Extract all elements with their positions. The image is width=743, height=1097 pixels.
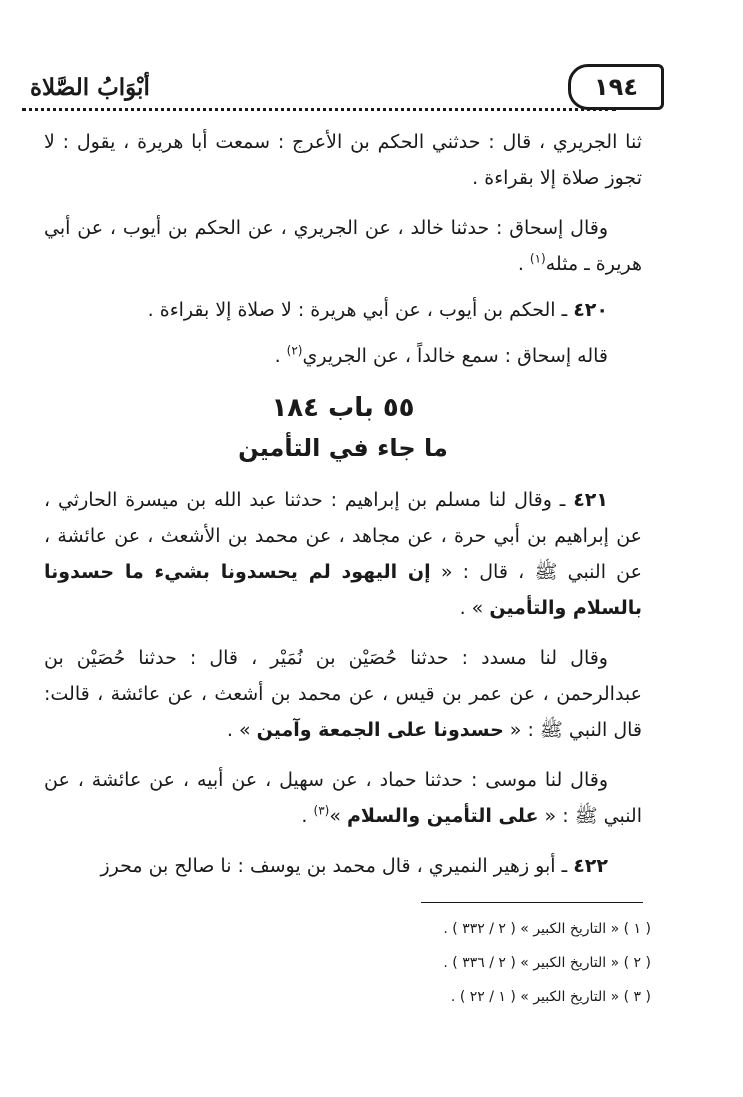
hadith-421-quote: إن اليهود لم يحسدونا بشيء ما حسدونا بالسلام والتأمين bbox=[44, 561, 642, 619]
chain-3-quote: على التأمين والسلام bbox=[347, 805, 539, 827]
paragraph-2-text: وقال إسحاق : حدثنا خالد ، عن الجريري ، عن الحكم بن أيوب ، عن أبي هريرة ـ مثله bbox=[44, 217, 642, 275]
hadith-number: ٤٢٠ bbox=[573, 299, 608, 321]
hadith-422-text: ـ أبو زهير النميري ، قال محمد بن يوسف : نا صالح بن محرز bbox=[100, 855, 574, 877]
hadith-421-text: ـ وقال لنا مسلم بن إبراهيم : حدثنا عبد الله بن ميسرة الحارثي ، عن إبراهيم بن أبي حرة ، عن مجاهد ، عن محمد بن الأشعث ، عن عائشة ، عن النبي ﷺ ، قال : « bbox=[44, 489, 642, 583]
footnote-2: ( ٢ ) « التاريخ الكبير » ( ٢ / ٣٣٦ ) . bbox=[443, 955, 651, 971]
hadith-number: ٤٢١ bbox=[573, 489, 608, 511]
footnote-divider bbox=[421, 902, 643, 903]
footnote-3: ( ٣ ) « التاريخ الكبير » ( ١ / ٢٢ ) . bbox=[450, 989, 651, 1005]
header-divider bbox=[22, 108, 616, 111]
hadith-420 bbox=[44, 292, 642, 328]
footnote-1: ( ١ ) « التاريخ الكبير » ( ٢ / ٣٣٢ ) . bbox=[443, 921, 651, 937]
paragraph-4: قاله إسحاق : سمع خالداً ، عن الجريري$^{(٢)}$ . bbox=[274, 343, 608, 367]
footnote-ref-2[interactable]: (٢) bbox=[286, 343, 303, 358]
chapter-title: ما جاء في التأمين bbox=[238, 434, 448, 462]
paragraph-2: وقال إسحاق : حدثنا خالد ، عن الجريري ، عن الحكم بن أيوب ، عن أبي هريرة ـ مثله$^{(١)}$ . bbox=[44, 217, 642, 275]
hadith-422 bbox=[44, 848, 642, 884]
chain-3-text: وقال لنا موسى : حدثنا حماد ، عن سهيل ، عن أبيه ، عن عائشة ، عن النبي ﷺ : « bbox=[44, 769, 642, 827]
footnote-ref-3[interactable]: (٣) bbox=[313, 803, 330, 818]
chain-2-text: وقال لنا مسدد : حدثنا حُصَيْن بن نُمَيْر ، قال : حدثنا حُصَيْن بن عبدالرحمن ، عن عمر بن قيس ، عن محمد بن أشعث ، عن عائشة ، قالت: قال النبي ﷺ : « bbox=[44, 647, 642, 741]
page-number: ١٩٤ bbox=[568, 64, 664, 110]
chain-2-quote: حسدونا على الجمعة وآمين bbox=[256, 719, 504, 741]
main-text bbox=[44, 124, 642, 884]
paragraph-1: ثنا الجريري ، قال : حدثني الحكم بن الأعرج : سمعت أبا هريرة ، يقول : لا تجوز صلاة إلا بقراءة . bbox=[44, 131, 642, 189]
hadith-421: ٤٢١ ـ وقال لنا مسلم بن إبراهيم : حدثنا عبد الله بن ميسرة الحارثي ، عن إبراهيم بن أبي حرة ، عن مجاهد ، عن محمد بن الأشعث ، عن عائشة ، عن النبي ﷺ ، قال : « إن اليهود لم يحسدونا بشيء ما حسدونا بالسلام والتأمين » . bbox=[44, 489, 642, 619]
running-title: أبْوَابُ الصَّلاة bbox=[30, 74, 150, 101]
hadith-421-chain-3: وقال لنا موسى : حدثنا حماد ، عن سهيل ، عن أبيه ، عن عائشة ، عن النبي ﷺ : « على التأمين والسلام »$^{(٣)}$ . bbox=[44, 769, 642, 827]
paragraph-4-text: قاله إسحاق : سمع خالداً ، عن الجريري bbox=[302, 345, 608, 367]
chapter-number: ٥٥ باب ١٨٤ bbox=[271, 393, 415, 423]
hadith-420-text: ـ الحكم بن أيوب ، عن أبي هريرة : لا صلاة إلا بقراءة . bbox=[147, 299, 574, 321]
footnotes bbox=[351, 912, 651, 1014]
footnote-ref-1[interactable]: (١) bbox=[529, 251, 546, 266]
page-header bbox=[22, 64, 664, 108]
hadith-421-chain-2: وقال لنا مسدد : حدثنا حُصَيْن بن نُمَيْر ، قال : حدثنا حُصَيْن بن عبدالرحمن ، عن عمر بن قيس ، عن محمد بن أشعث ، عن عائشة ، قالت: قال النبي ﷺ : « حسدونا على الجمعة وآمين » . bbox=[44, 647, 642, 741]
hadith-number: ٤٢٢ bbox=[573, 855, 608, 877]
